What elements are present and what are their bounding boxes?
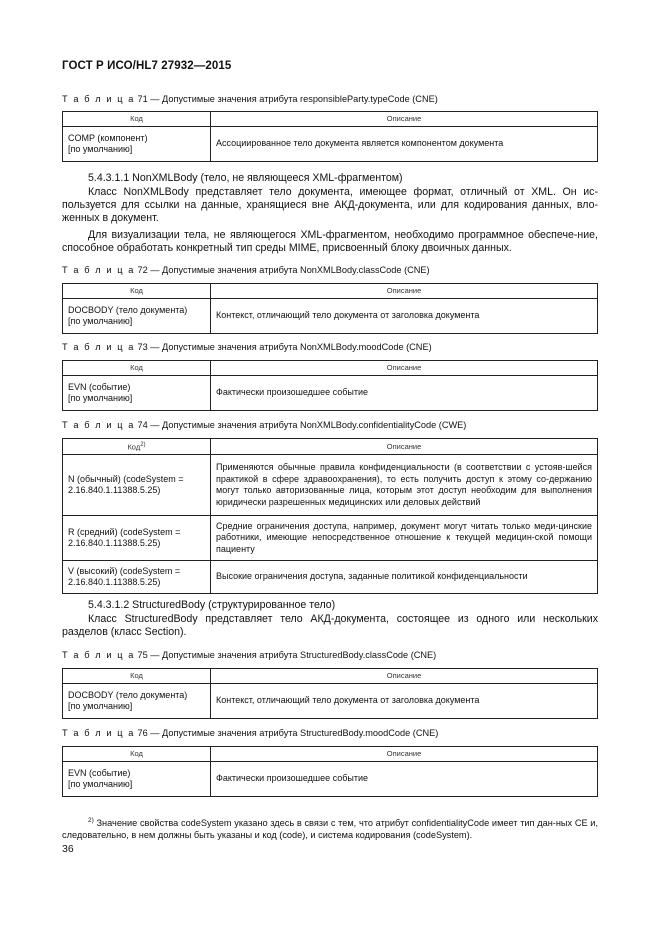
table-row	[63, 299, 598, 334]
column-header-description: Описание	[211, 284, 598, 299]
column-header-code: Код	[63, 284, 211, 299]
cell-code: N (обычный) (codeSystem = 2.16.840.1.11388.5.25)	[63, 455, 211, 516]
table-74-caption	[62, 420, 466, 430]
table-row	[63, 127, 598, 162]
cell-description: Средние ограничения доступа, например, документ могут читать только меди-цинские работники, имеющие непосредственное отношение к текущей медицин-ской помощи пациенту	[211, 516, 598, 561]
cell-description: Применяются обычные правила конфиденциальности (в соответствии с устояв-шейся практикой в сфере здравоохранения), то есть получить доступ к этому со-держанию могут только авторизованные лица, которым этот доступ необходим для выполнения юридически разрешенных медицинских или деловых действий	[211, 455, 598, 516]
column-header-description: Описание	[211, 439, 598, 455]
table-row	[63, 684, 598, 719]
cell-description: Высокие ограничения доступа, заданные политикой конфиденциальности	[211, 561, 598, 594]
table-74	[62, 438, 598, 594]
cell-code	[63, 684, 211, 719]
caption-prefix: Т а б л и ц а	[62, 650, 135, 660]
column-header-code: Код	[63, 747, 211, 762]
table-75	[62, 668, 598, 719]
cell-code	[63, 762, 211, 797]
caption-text: 73 — Допустимые значения атрибута NonXMLBody.moodCode (CNE)	[137, 342, 432, 352]
table-row	[63, 376, 598, 411]
cell-description: Контекст, отличающий тело документа от заголовка документа	[211, 299, 598, 334]
section-heading-nonxmlbody: 5.4.3.1.1 NonXMLBody (тело, не являющееся XML-фрагментом)	[88, 172, 403, 184]
column-header-code: Код	[63, 669, 211, 684]
table-header-row	[63, 284, 598, 299]
column-header-description: Описание	[211, 747, 598, 762]
paragraph-nonxmlbody-1: Класс NonXMLBody представляет тело документа, имеющее формат, отличный от XML. Он ис-пользуется для ссылки на данные, хранящиеся вне АКД-документа, или для кодирования данных, вло-женных в документ.	[62, 186, 598, 224]
cell-description: Фактически произошедшее событие	[211, 376, 598, 411]
table-row	[63, 516, 598, 561]
cell-code	[63, 376, 211, 411]
caption-prefix: Т а б л и ц а	[62, 265, 135, 275]
paragraph-structuredbody: Класс StructuredBody представляет тело АКД-документа, состоящее из одного или нескольких разделов (класс Section).	[62, 613, 598, 638]
table-header-row	[63, 361, 598, 376]
table-header-row	[63, 112, 598, 127]
footnote-text: Значение свойства codeSystem указано здесь в связи с тем, что атрибут confidentialityCode имеет тип дан-ных CE и, следовательно, в нем должны быть указаны и код (code), и система кодирования (codeSystem).	[62, 818, 598, 841]
table-header-row	[63, 747, 598, 762]
cell-code	[63, 127, 211, 162]
caption-text: 74 — Допустимые значения атрибута NonXMLBody.confidentialityCode (CWE)	[137, 420, 467, 430]
code-value: DOCBODY (тело документа)	[68, 689, 188, 700]
table-76-caption	[62, 728, 438, 738]
table-73-caption	[62, 342, 432, 352]
table-72-caption	[62, 265, 430, 275]
column-header-description: Описание	[211, 112, 598, 127]
footnote-marker: 2)	[88, 817, 94, 824]
page-number: 36	[62, 843, 74, 855]
cell-description: Фактически произошедшее событие	[211, 762, 598, 797]
table-76	[62, 746, 598, 797]
column-header-code: Код	[63, 361, 211, 376]
caption-text: 75 — Допустимые значения атрибута StructuredBody.classCode (CNE)	[137, 650, 437, 660]
footnote	[62, 815, 598, 841]
default-note: [по умолчанию]	[68, 144, 133, 154]
cell-code	[63, 299, 211, 334]
column-header-code: Код	[63, 112, 211, 127]
caption-text: 71 — Допустимые значения атрибута responsibleParty.typeCode (CNE)	[137, 94, 438, 104]
table-71-caption	[62, 94, 438, 104]
default-note: [по умолчанию]	[68, 779, 133, 789]
cell-description: Контекст, отличающий тело документа от заголовка документа	[211, 684, 598, 719]
table-header-row	[63, 439, 598, 455]
code-value: EVN (событие)	[68, 381, 131, 392]
default-note: [по умолчанию]	[68, 316, 133, 326]
caption-text: 76 — Допустимые значения атрибута StructuredBody.moodCode (CNE)	[137, 728, 439, 738]
column-header-description: Описание	[211, 669, 598, 684]
caption-prefix: Т а б л и ц а	[62, 420, 135, 430]
column-header-code-text: Код	[127, 442, 141, 452]
cell-description: Ассоциированное тело документа является компонентом документа	[211, 127, 598, 162]
default-note: [по умолчанию]	[68, 701, 133, 711]
table-75-caption	[62, 650, 436, 660]
paragraph-nonxmlbody-2: Для визуализации тела, не являющегося XML-фрагментом, необходимо программное обеспече-ние, способное обработать конкретный тип среды MIME, присвоенный блоку двоичных данных.	[62, 229, 598, 254]
cell-code: V (высокий) (codeSystem = 2.16.840.1.11388.5.25)	[63, 561, 211, 594]
table-73	[62, 360, 598, 411]
code-value: COMP (компонент)	[68, 132, 148, 143]
footnote-ref: 2)	[140, 442, 146, 448]
document-header: ГОСТ Р ИСО/HL7 27932—2015	[62, 60, 232, 72]
code-value: DOCBODY (тело документа)	[68, 304, 188, 315]
table-72	[62, 283, 598, 334]
column-header-code	[63, 439, 211, 455]
code-value: EVN (событие)	[68, 767, 131, 778]
table-row	[63, 762, 598, 797]
table-71	[62, 111, 598, 162]
table-row	[63, 561, 598, 594]
caption-text: 72 — Допустимые значения атрибута NonXMLBody.classCode (CNE)	[137, 265, 430, 275]
cell-code: R (средний) (codeSystem = 2.16.840.1.11388.5.25)	[63, 516, 211, 561]
caption-prefix: Т а б л и ц а	[62, 94, 135, 104]
column-header-description: Описание	[211, 361, 598, 376]
caption-prefix: Т а б л и ц а	[62, 342, 135, 352]
caption-prefix: Т а б л и ц а	[62, 728, 135, 738]
section-heading-structuredbody: 5.4.3.1.2 StructuredBody (структурированное тело)	[88, 599, 336, 611]
table-header-row	[63, 669, 598, 684]
default-note: [по умолчанию]	[68, 393, 133, 403]
table-row	[63, 455, 598, 516]
